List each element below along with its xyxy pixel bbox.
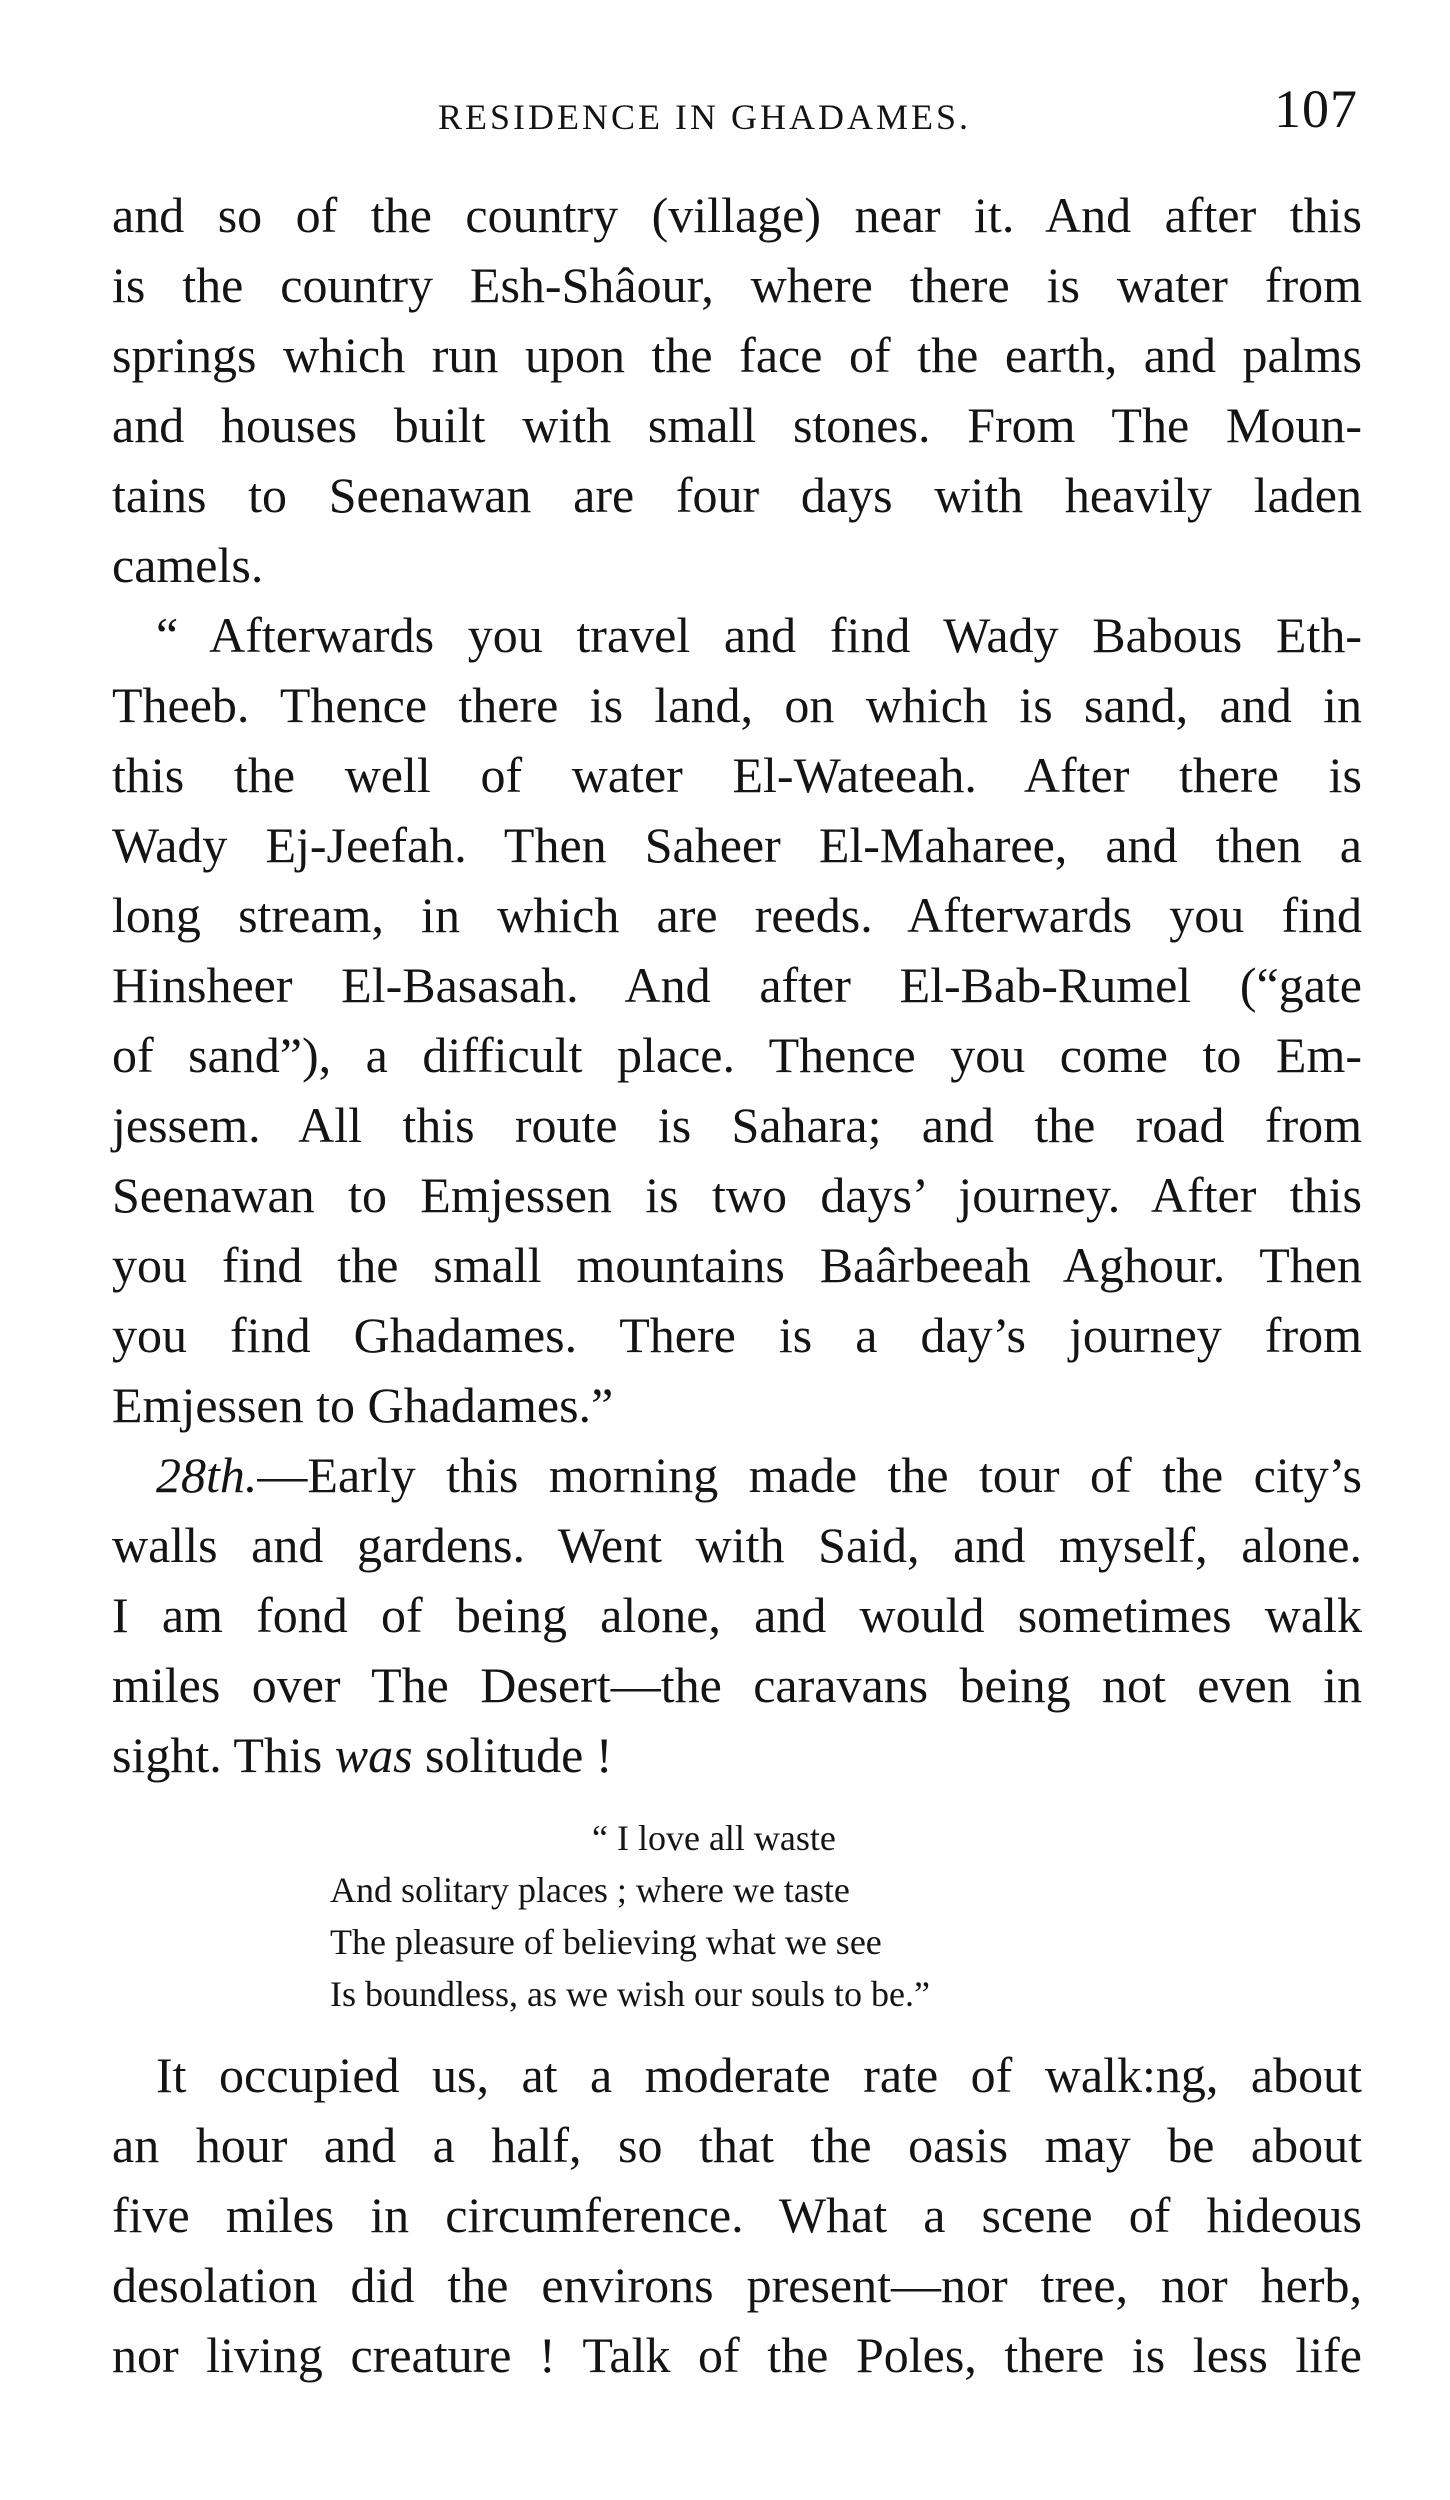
paragraph-walk [112, 2040, 1362, 2390]
text-line: and so of the country (village) near it. And after this [112, 187, 1362, 243]
text-line: this the well of water El-Wateeah. After there is [112, 747, 1362, 803]
text-line: I am fond of being alone, and would sometimes walk [112, 1587, 1362, 1643]
text-line: tains to Seenawan are four days with heavily laden [112, 467, 1362, 523]
text-line: Seenawan to Emjessen is two days’ journey. After this [112, 1167, 1362, 1223]
text-line: Hinsheer El-Basasah. And after El-Bab-Rumel (“gate [112, 957, 1362, 1013]
text-line [112, 1720, 1362, 1790]
paragraph-continuation [112, 180, 1362, 600]
text-line: Wady Ej-Jeefah. Then Saheer El-Maharee, and then a [112, 817, 1362, 873]
text-line: and houses built with small stones. From The Moun- [112, 397, 1362, 453]
text-line: springs which run upon the face of the earth, and palms [112, 327, 1362, 383]
paragraph-diary-entry [112, 1440, 1362, 1790]
line-text: sight. This [112, 1727, 335, 1783]
text-line: you find the small mountains Baârbeeah Aghour. Then [112, 1237, 1362, 1293]
text-line: “ Afterwards you travel and find Wady Babous Eth- [156, 607, 1362, 663]
text-line: jessem. All this route is Sahara; and the road from [112, 1097, 1362, 1153]
emphasis: was [334, 1727, 413, 1783]
text-line: camels. [112, 537, 264, 593]
running-head [0, 78, 1450, 148]
text-line: long stream, in which are reeds. Afterwards you find [112, 887, 1362, 943]
text-line: It occupied us, at a moderate rate of walk:ng, about [156, 2047, 1362, 2103]
text-line: desolation did the environs present—nor tree, nor herb, [112, 2257, 1362, 2313]
page-number: 107 [1274, 79, 1358, 139]
text-line [112, 1440, 1362, 1510]
text-line: Emjessen to Ghadames.” [112, 1377, 614, 1433]
text-line: miles over The Desert—the caravans being not even in [112, 1657, 1362, 1713]
text-line: of sand”), a difficult place. Thence you come to Em- [112, 1027, 1362, 1083]
verse-line: Is boundless, as we wish our souls to be.” [330, 1974, 930, 2014]
verse-line: And solitary places ; where we taste [330, 1870, 850, 1910]
text-line: nor living creature ! Talk of the Poles, there is less life [112, 2327, 1362, 2383]
line-text: solitude ! [412, 1727, 613, 1783]
text-line: is the country Esh-Shâour, where there is water from [112, 257, 1362, 313]
entry-date: 28th. [156, 1447, 258, 1503]
text-line: Theeb. Thence there is land, on which is sand, and in [112, 677, 1362, 733]
verse-quotation [330, 1812, 1130, 2020]
text-line: an hour and a half, so that the oasis may be about [112, 2117, 1362, 2173]
verse-line: The pleasure of believing what we see [330, 1922, 882, 1962]
running-title: RESIDENCE IN GHADAMES. [438, 97, 971, 137]
paragraph-route-quote [112, 600, 1362, 1440]
text-line: walls and gardens. Went with Said, and myself, alone. [112, 1517, 1362, 1573]
verse-line: “ I love all waste [592, 1818, 836, 1858]
line-text: —Early this morning made the tour of the city’s [257, 1447, 1362, 1503]
text-line: you find Ghadames. There is a day’s journey from [112, 1307, 1362, 1363]
text-line: five miles in circumference. What a scene of hideous [112, 2187, 1362, 2243]
